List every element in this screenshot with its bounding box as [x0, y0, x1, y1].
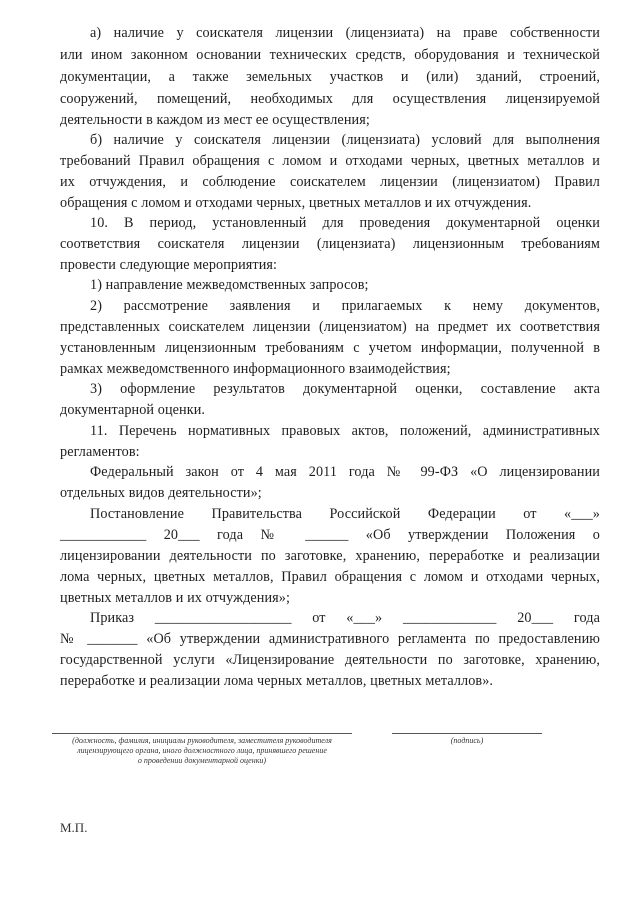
signature-caption-sign: (подпись) [450, 736, 484, 745]
text-line: регламентов: [60, 444, 140, 460]
text-line: 3) оформление результатов документарной оценки, составление акта [90, 381, 600, 397]
text-line: документации, а также земельных участков и (или) зданий, строений, [60, 69, 600, 85]
text-line: лицензировании деятельности по заготовке, хранению, переработке и реализации [60, 548, 600, 564]
text-line: 2) рассмотрение заявления и прилагаемых к нему документов, [90, 298, 600, 314]
text-line: 11. Перечень нормативных правовых актов, положений, административных [90, 423, 600, 439]
text-line: цветных металлов и их отчуждения»; [60, 590, 291, 606]
text-line: соответствия соискателя лицензии (лицензиата) лицензионным требованиям [60, 236, 600, 252]
signature-caption-position: о проведении документарной оценки) [137, 756, 267, 765]
text-line: установленным лицензионным требованиям с учетом информации, полученной в [60, 340, 600, 356]
text-line: рамках межведомственного информационного взаимодействия; [60, 361, 451, 377]
text-line: ____________ 20___ года № ______ «Об утверждении Положения о [60, 527, 600, 543]
text-line: Приказ ___________________ от «___» _____________ 20___ года [90, 610, 600, 626]
text-line: отдельных видов деятельности»; [60, 485, 262, 501]
text-line: или ином законном основании технических средств, оборудования и технической [60, 47, 600, 63]
text-line: документарной оценки. [60, 402, 206, 418]
signature-position-line [52, 733, 352, 734]
text-line: деятельности в каждом из мест ее осуществления; [60, 112, 370, 128]
text-line: 10. В период, установленный для проведения документарной оценки [90, 215, 600, 231]
signature-line [392, 733, 542, 734]
text-line: обращения с ломом и отходами черных, цветных металлов и их отчуждения. [60, 195, 532, 211]
text-line: а) наличие у соискателя лицензии (лицензиата) на праве собственности [90, 25, 600, 41]
text-line: б) наличие у соискателя лицензии (лицензиата) условий для выполнения [90, 132, 600, 148]
text-line: сооружений, помещений, необходимых для осуществления лицензируемой [60, 91, 600, 107]
stamp-label: М.П. [60, 820, 88, 835]
text-line: лома черных, цветных металлов, Правил обращения с ломом и отходами черных, [60, 569, 600, 585]
text-line: требований Правил обращения с ломом и отходами черных, цветных металлов и [60, 153, 600, 169]
signature-caption-position: (должность, фамилия, инициалы руководителя, заместителя руководителя [72, 736, 332, 745]
text-line: переработке и реализации лома черных металлов, цветных металлов». [60, 673, 494, 689]
signature-caption-position: лицензирующего органа, иного должностного лица, принявшего решение [77, 746, 327, 755]
text-line: № _______ «Об утверждении административного регламента по предоставлению [60, 631, 600, 647]
text-line: 1) направление межведомственных запросов; [90, 277, 369, 293]
text-line: Федеральный закон от 4 мая 2011 года № 99-ФЗ «О лицензировании [90, 464, 600, 480]
text-line: государственной услуги «Лицензирование деятельности по заготовке, хранению, [60, 652, 600, 668]
text-line: их отчуждения, и соблюдение соискателем лицензии (лицензиатом) Правил [60, 174, 600, 190]
text-line: Постановление Правительства Российской Федерации от «___» [90, 506, 600, 522]
text-line: представленных соискателем лицензии (лицензиатом) на предмет их соответствия [60, 319, 600, 335]
text-line: провести следующие мероприятия: [60, 257, 278, 273]
